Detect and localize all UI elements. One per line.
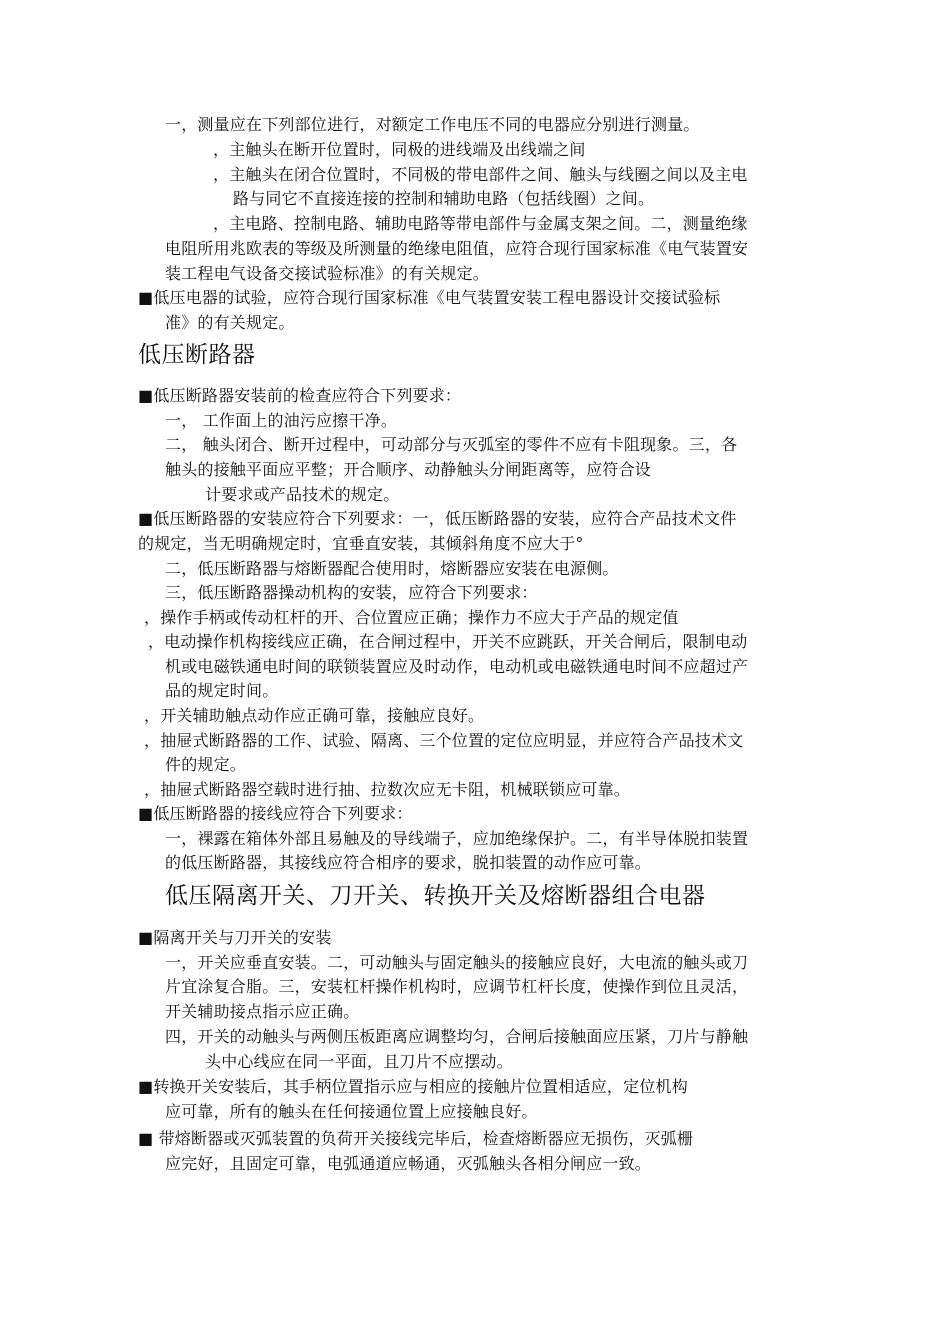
text-line: 品的规定时间。 [165, 681, 279, 700]
text-line: 电阻所用兆欧表的等级及所测量的绝缘电阻值，应符合现行国家标准《电气装置安 [165, 239, 749, 258]
text-line: 头中心线应在同一平面，且刀片不应摆动。 [205, 1052, 513, 1071]
text-line: ■隔离开关与刀开关的安装 [138, 928, 332, 947]
text-line: ，抽屉式断路器空载时进行抽、拉数次应无卡阻，机械联锁应可靠。 [144, 780, 631, 799]
text-line: 片宜涂复合脂。三，安装杠杆操作机构时，应调节杠杆长度，使操作到位且灵活， [165, 977, 749, 996]
text-line: 二， 触头闭合、断开过程中，可动部分与灭弧室的零件不应有卡阻现象。三，各 [165, 435, 738, 454]
section-heading: 低压隔离开关、刀开关、转换开关及熔断器组合电器 [165, 883, 706, 909]
text-line: 的规定，当无明确规定时，宜垂直安装，其倾斜角度不应大于° [138, 534, 584, 553]
text-line: 二，低压断路器与熔断器配合使用时，熔断器应安装在电源侧。 [165, 559, 619, 578]
text-line: 一，开关应垂直安装。二，可动触头与固定触头的接触应良好，大电流的触头或刀 [165, 953, 749, 972]
text-line: ，电动操作机构接线应正确，在合闸过程中，开关不应跳跃，开关合闸后，限制电动 [148, 632, 748, 651]
text-line: ，操作手柄或传动杠杆的开、合位置应正确；操作力不应大于产品的规定值 [144, 608, 679, 627]
text-line: 触头的接触平面应平整；开合顺序、动静触头分闸距离等，应符合设 [165, 460, 652, 479]
text-line: 开关辅助接点指示应正确。 [165, 1002, 360, 1021]
text-line: 装工程电气设备交接试验标准》的有关规定。 [165, 264, 490, 283]
text-line: ，抽屉式断路器的工作、试验、隔离、三个位置的定位应明显，并应符合产品技术文 [144, 731, 744, 750]
text-line: ■低压断路器的安装应符合下列要求：一，低压断路器的安装，应符合产品技术文件 [138, 509, 737, 528]
text-line: 应可靠，所有的触头在任何接通位置上应接触良好。 [165, 1102, 538, 1121]
text-line: 四，开关的动触头与两侧压板距离应调整均匀，合闸后接触面应压紧，刀片与静触 [165, 1027, 749, 1046]
text-line: 一，裸露在箱体外部且易触及的导线端子，应加绝缘保护。二，有半导体脱扣装置 [165, 829, 749, 848]
text-line: ■低压电器的试验，应符合现行国家标准《电气装置安装工程电器设计交接试验标 [138, 288, 721, 307]
text-line: 三，低压断路器操动机构的安装，应符合下列要求： [165, 583, 538, 602]
text-line: ■低压断路器的接线应符合下列要求： [138, 804, 413, 823]
text-line: ，主触头在闭合位置时，不同极的带电部件之间、触头与线圈之间以及主电 [213, 165, 748, 184]
text-line: 件的规定。 [165, 755, 247, 774]
text-line: 一，测量应在下列部位进行，对额定工作电压不同的电器应分别进行测量。 [165, 115, 700, 134]
text-line: ■转换开关安装后，其手柄位置指示应与相应的接触片位置相适应，定位机构 [138, 1077, 688, 1096]
text-line: 计要求或产品技术的规定。 [205, 485, 400, 504]
text-line: ，开关辅助触点动作应正确可靠，接触应良好。 [144, 706, 485, 725]
text-line: ■ 带熔断器或灭弧装置的负荷开关接线完毕后，检查熔断器应无损伤，灭弧栅 [138, 1129, 694, 1148]
text-line: 一， 工作面上的油污应擦干净。 [165, 411, 398, 430]
text-line: 的低压断路器，其接线应符合相序的要求，脱扣装置的动作应可靠。 [165, 853, 652, 872]
text-line: ■低压断路器安装前的检查应符合下列要求： [138, 386, 462, 405]
text-line: ，主电路、控制电路、辅助电路等带电部件与金属支架之间。二，测量绝缘 [213, 214, 748, 233]
section-heading: 低压断路器 [138, 342, 256, 368]
text-line: 路与同它不直接连接的控制和辅助电路（包括线圈）之间。 [233, 189, 655, 208]
text-line: 应完好，且固定可靠，电弧通道应畅通，灭弧触头各相分闸应一致。 [165, 1154, 652, 1173]
text-line: 机或电磁铁通电时间的联锁装置应及时动作，电动机或电磁铁通电时间不应超过产 [165, 657, 749, 676]
text-line: 准》的有关规定。 [165, 313, 295, 332]
text-line: ，主触头在断开位置时，同极的进线端及出线端之间 [213, 140, 586, 159]
